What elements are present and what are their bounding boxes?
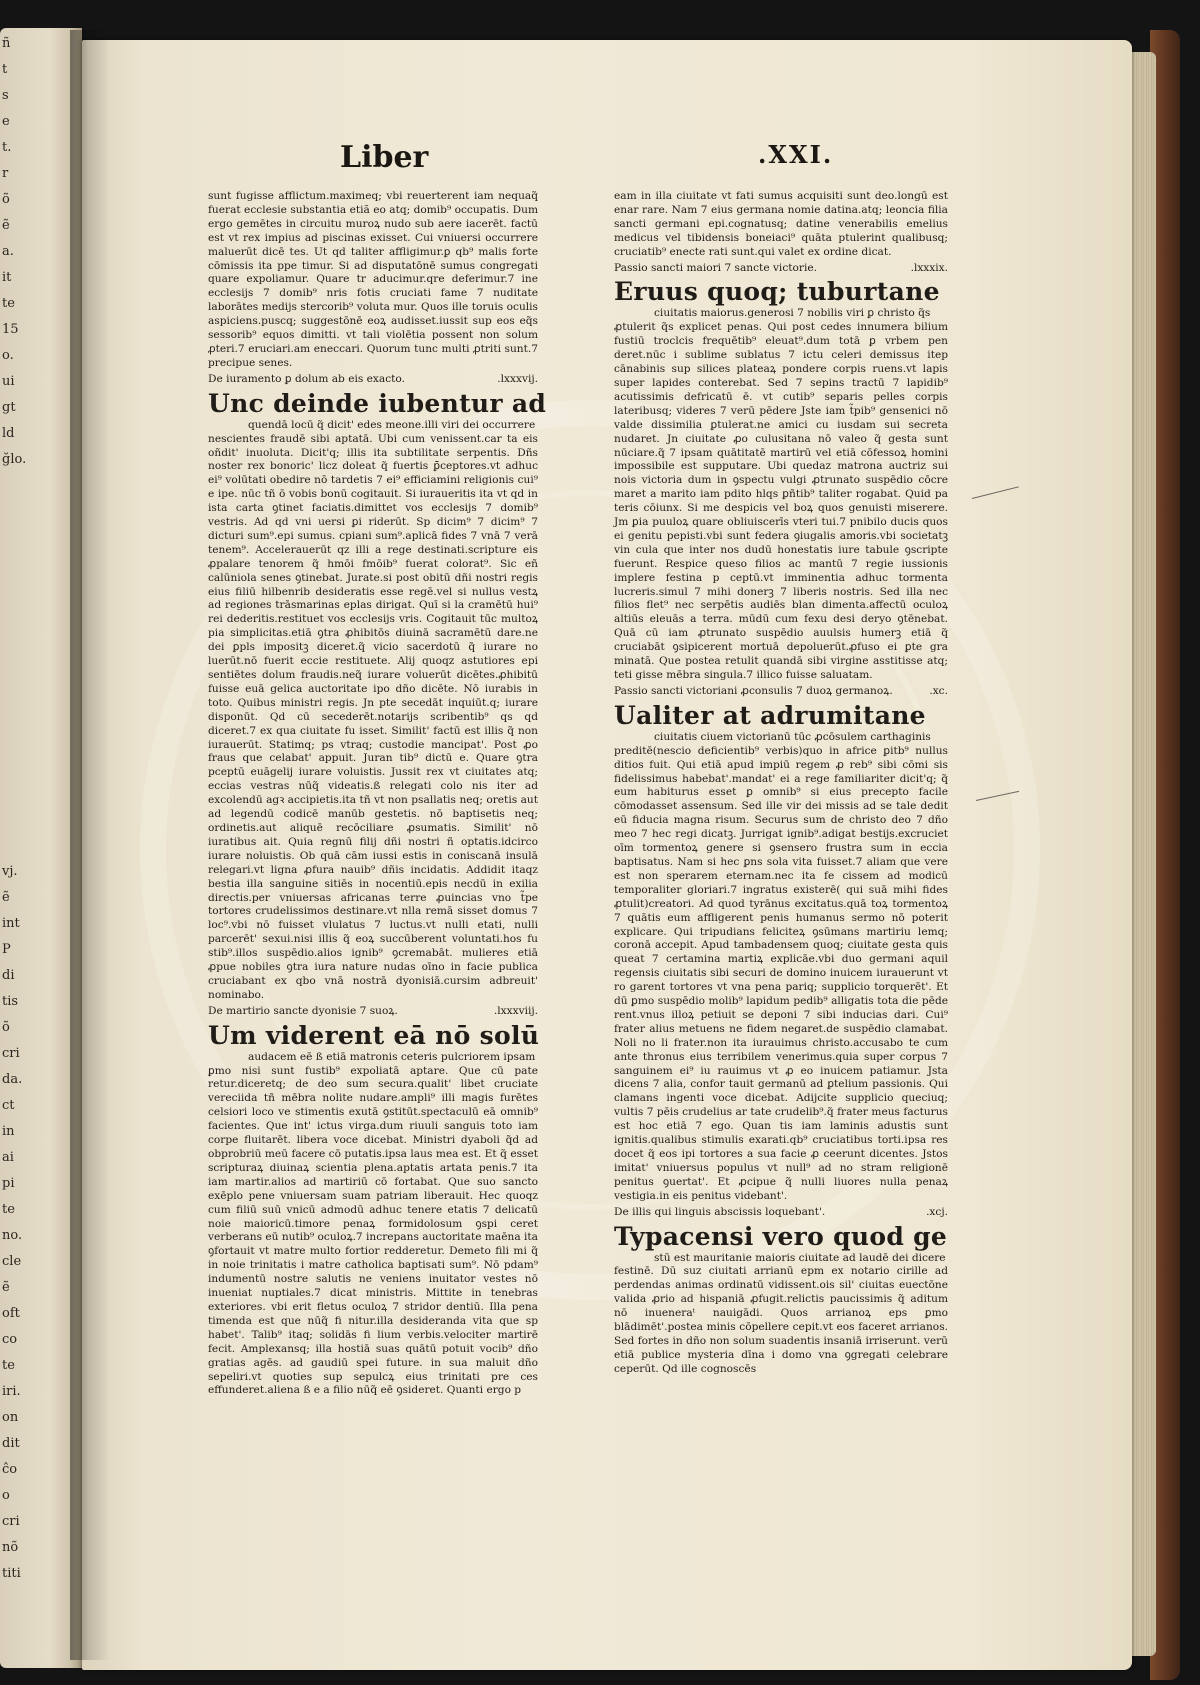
sliver-fragment: gt xyxy=(2,400,16,415)
chapter-number: .lxxxix. xyxy=(910,261,948,274)
sliver-fragment: ẽ xyxy=(2,890,10,905)
sliver-fragment: da. xyxy=(2,1072,23,1087)
chapter-heading: Unc deinde iubentur ad xyxy=(208,388,547,418)
sliver-fragment: ğlo. xyxy=(2,452,27,467)
sliver-fragment: P xyxy=(2,942,11,957)
chapter-number: .xc. xyxy=(929,684,948,697)
paragraph: eam in illa ciuitate vt fati sumus acquisiti sunt deo.longū est enar rare. Nam 7 eius germana nomie datina.atq; leoncia filia sancti germani epi.cognatusq; datine venerabilis emelius medicus vel tibidensis boneiaci⁹ quāta ptulerint qualibusq; cruciatib⁹ enecte rati sunt.qui valet ex ordine dicat. xyxy=(614,190,948,258)
sliver-fragment: ẽ xyxy=(2,218,10,233)
rubric-text: De martirio sancte dyonisie 7 suoꝝ. xyxy=(208,1004,398,1017)
sliver-fragment: o. xyxy=(2,348,14,363)
paragraph: festinē. Dū suz ciuitati arrianū epm ex notario cirille ad perdendas animas ordinatū vidissent.ois sil' ciuitas euectōne valida ꝓrio ad hispaniā ꝓfugit.relictis paucissimis q̃ aditum nō inueneraᵗ nauigādi. Quos arrianoꝝ eps ꝑmo blādimēt'.postea minis cōpellere cepit.vt eos faceret arrianos. Sed fortes in dño non solum suadentis insaniā irriserunt. verū etiā publice mysteria dīna i domo vna ꝯgregati celebrare ceperūt. Qd ille cognoscēs xyxy=(614,1265,948,1375)
sliver-fragment: ĉo xyxy=(2,1462,18,1477)
gutter-shadow xyxy=(70,30,110,1660)
sliver-fragment: ui xyxy=(2,374,15,389)
rubric-text: De illis qui linguis abscissis loquebant'. xyxy=(614,1205,826,1218)
sliver-fragment: õ xyxy=(2,1020,10,1035)
paragraph: ꝑmo nisi sunt fustib⁹ expoliatā aptare. Que cū pate retur.diceretq; de deo sum secura.qualit' libet cruciate vereciida tñ mēbra nolite nudare.ampli⁹ illi magis furētes celsiori loco ve stimentis exutā ꝯstitūt.spectaculū eā omnib⁹ facientes. Que int' ictus virga.dum riuuli sanguis toto iam corpe fluitarēt. libera voce dicebat. Ministri dyaboli q̃d ad obprobriū meū facere cō putatis.ipsa laus mea est. Et q̃ esset scripturaꝝ diuinaꝝ scientia plena.aptatis artata penis.7 ita iam martir.alios ad martiriū cō fortabat. Que suo sancto exēplo pene vniuersam suam patriam liberauit. Hec quoqz cum filiū suū vnicū admodū adhuc tenere etatis 7 delicatū noie maioricū.timore penaꝝ formidolosum ꝯspi ceret verberans eū nutib⁹ oculoꝝ.7 increpans auctoritate maēna ita ꝯfortauit vt matre multo fortior redderetur. Demeto fili mi q̃ in noie trinitatis i matre catholica baptisati sum⁹. Nō pdam⁹ indumentū nostre salutis ne veniens inuitator vestes nō inueniat nuptiales.7 dicat ministris. Mittite in tenebras exteriores. vbi erit fletus oculoꝝ 7 stridor dentiū. Illa pena timenda est que nūq̃ fi nitur.illa desideranda vita que sp habet'. Talib⁹ itaq; solidās fi lium verbis.velociter martirē fecit. Amplexansq; illa hostiā suas quātū potuit vocib⁹ dño gratias agēs. ad gaudiū spei future. in sua maluit dño sepeliri.vt quoties sup sepulcꝝ eius trinitati pre ces effunderet.aliena ß e a filio nūq̃ eē ꝯsideret. Quanti ergo p xyxy=(208,1064,538,1397)
paragraph: preditē(nescio deficientib⁹ verbis)quo in africe ꝑitb⁹ nullus ditios fuit. Qui etiā apud impiū regem ꝓ reb⁹ sibi cōmi sis fidelissimus habebat'.mandat' ei a rege familiariter dicit'q; q̃ eum habiturus esset ꝑ omnib⁹ si eius precepto facile cōmodasset assensum. Sed ille vir dei missis ad se tale dedit eū fiducia magna risum. Securus sum de christo deo 7 dño meo 7 hec regi dicatꝫ. Jurrigat ignib⁹.adigat bestijs.excruciet oīm tormentoꝝ genere si ꝯsensero frustra sum in eccia baptisatus. Nam si hec ꝑns sola vita fuisset.7 aliam que vere est non sperarem eternam.nec ita fe cissem ad modicū temporaliter gloriari.7 ingratus existerē( qui suā mihi fides ꝓtulit)creatori. Ad quod tyrānus excitatus.quā toꝝ tormentoꝝ 7 quātis eum affligerent penis humanus sermo nō poterit explicare. Qui tripudians feliciteꝝ ꝯsūmans martiriu lemq; coronā accepit. Apud tambadensem quoq; ciuitate gesta quis queat 7 certamina martiꝝ explicāe.vbi duo germani aquil regensis ciuitatis sibi securi de domino inuicem iurauerunt vt ro garent tortores vt vna pena pariq; supplicio torquerēt'. Et dū ꝑmo suspēdio molib⁹ lapidum pedib⁹ alligatis tota die pēde rent.vnus illoꝝ petiuit se deponi 7 sibi inducias dari. Cui⁹ frater alius metuens ne fidem negaret.de suspēdio clamabat. Noli no li frater.non ita iurauimus christo.accusabo te cum ante thronus eius terribilem venerimus.quia super corpus 7 sanguinem ei⁹ iu rauimus vt ꝓ eo inuicem patiamur. Jsta dicens 7 alia, confor tauit germanū ad ꝑtelium passionis. Qui clamans ingenti voce dicebat. Adijcite supplicio queciuq; vultis 7 pēis crudelius ar tate crudelib⁹.q̃ frater meus facturus est hoc etiā 7 ego. Quan tis iam laminis adustis sunt ignitis.qualibus stimulis exarati.qb⁹ cruciatibus torti.ipsa res docet q̃ eos ipi tortores a sua facie ꝓ ceerunt dicentes. Jstos imitat' vniuersus populus vt null⁹ ad no stram religionē penitus ꝯuertat'. Et ꝓcipue q̃ nulli liuores nulla penaꝝ vestigia.in eis penitus videbant'. xyxy=(614,744,948,1202)
chapter-heading: Typacensi vero quod ge xyxy=(614,1221,948,1251)
sliver-fragment: pi xyxy=(2,1176,15,1191)
sliver-fragment: cri xyxy=(2,1514,20,1529)
sliver-fragment: vj. xyxy=(2,864,18,879)
sliver-fragment: in xyxy=(2,1124,15,1139)
sliver-fragment: oft xyxy=(2,1306,20,1321)
sliver-fragment: a. xyxy=(2,244,14,259)
chapter-heading: Ualiter at adrumitane xyxy=(614,700,926,730)
chapter-number: .lxxxviij. xyxy=(493,1004,538,1017)
sliver-fragment: on xyxy=(2,1410,19,1425)
heading-subline: ciuitatis maiorus.generosi 7 nobilis viri ꝑ christo q̃s xyxy=(654,307,931,320)
heading-subline: ciuitatis ciuem victorianū tūc ꝓcōsulem carthaginis xyxy=(654,730,931,743)
paragraph: ꝓtulerit q̃s explicet penas. Qui post cedes innumera bilium fustiū troclcis frequētib⁹ eleuat⁹.dum totā ꝑ vrbem pen deret.nūc i sublime sublatus 7 ictu celeri demissus itep cānabinis sup silices plateaꝝ pondere corpis ruens.vt lapis super lapides conterebat. Sed 7 sepins tractū 7 lapidib⁹ acutissimis defricatū ē. vt cutib⁹ separis pelles corpis lateribusq; videres 7 verū pēdere Jste iam t̃pib⁹ gensenici nō valde dissimilia ꝑtulerat.ne amici cu iusdam sui secreta nudaret. Jn ciuitate ꝓo culusitana nō valeo q̃ gesta sunt nūciare.q̃ 7 ipsam quātitatē martirū vel etiā cōfessoꝝ homini impossibile est supputare. Ubi quedaz matrona auctriz sui nois victoria dum in ꝯspectu vulgi ꝓtrunato suspēdio cōcre maret a marito iam pdito hlqs ꝑñtib⁹ taliter rogabat. Quid pa teris cōiunx. Si me despicis vel boꝝ quos genuisti miserere. Jm ꝑia puuloꝝ quare obliuiscerīs vteri tui.7 pnibilo ducis quos ei genitu pepisti.vbi sunt federa ꝯiugalis amoris.vbi societatꝫ vin cula que inter nos dudū honestatis iure tabule ꝯscripte fuerunt. Respice queso filios ac mantū 7 regie iussionis implere festina p ceptū.vt imminentia adhuc tormenta lucreris.simul 7 mihi donerꝫ 7 liberis nostris. Sed illa nec filios flet⁹ nec serpētis audiēs blan dimenta.affectū oculoꝝ altiūs eleuās a terra. mūdū cum fexu desi deryo ꝯtēnebat. Quā cū iam ꝓtrunato suspēdio auulsis humerꝫ etiā q̃ cruciabāt ꝯsipicerent mortuā depoluerūt.ꝓfuso ei ꝑte gra minatā. Que postea retulit quandā sibi virgine asstitisse atq; teti gisse mēbra singula.7 illico fuisse saluatam. xyxy=(614,321,948,681)
rubric xyxy=(208,373,538,387)
sliver-fragment: int xyxy=(2,916,20,931)
chapter-heading: Um viderent eā nō solū xyxy=(208,1020,540,1050)
sliver-fragment: cle xyxy=(2,1254,22,1269)
sliver-fragment: tis xyxy=(2,994,19,1009)
sliver-fragment: co xyxy=(2,1332,18,1347)
sliver-fragment: cri xyxy=(2,1046,20,1061)
rubric xyxy=(208,1005,538,1019)
sliver-fragment: it xyxy=(2,270,12,285)
sliver-fragment: ñ xyxy=(2,36,11,51)
sliver-fragment: titi xyxy=(2,1566,21,1581)
sliver-fragment: 15 xyxy=(2,322,19,337)
sliver-fragment: di xyxy=(2,968,15,983)
sliver-fragment: no. xyxy=(2,1228,23,1243)
rubric xyxy=(614,1206,948,1220)
sliver-fragment: t xyxy=(2,62,8,77)
running-head-right: .XXI. xyxy=(758,140,834,169)
sliver-fragment: ẽ xyxy=(2,1280,10,1295)
sliver-fragment: ct xyxy=(2,1098,15,1113)
chapter-number: .xcj. xyxy=(926,1205,948,1218)
chapter-heading: Eruus quoq; tuburtane xyxy=(614,277,940,307)
heading-subline: audacem eē ß etiā matronis ceteris pulcriorem ipsam xyxy=(248,1050,536,1063)
chapter-number: .lxxxvij. xyxy=(497,372,538,385)
rubric xyxy=(614,262,948,276)
paragraph: nescientes fraudē sibi aptatā. Ubi cum venissent.car ta eis oñdit' inuoluta. Dicit'q; illis ita subtilitate serpentis. Dñs noster rex bonoric' licz doleat q̃ fuertis ꝑ̄ceptores.vt adhuc ei⁹ volūtati obedire nō tardetis 7 ei⁹ efficiamini religionis cui⁹ e ipe. nūc tñ ō vobis bonū cogitauit. Si iuraueritis ita vt qd in ista carta ꝯtinet faciatis.dimittet vos ecclesijs 7 domib⁹ vestris. Ad qd vni uersi ꝑi riderūt. Sp dicim⁹ 7 dicim⁹ 7 dicturi sum⁹.epi sumus. cpiani sum⁹.aplicā fides 7 vnā 7 verā tenem⁹. Accelerauerūt qz illi a rege destinati.scripture eis ꝓpalare tenorem q̃ hmōi fmōib⁹ fuerat colorat⁹. Sic eñ calūniola senes ꝯtinebat. Jurate.si post obitū dñi nostri regis eius filiū hilbenrib desideratis esse regē.vel si nullus vestꝝ ad regiones trāsmarinas eplas dirigat. Quī si la cramētū hui⁹ rei dederitis.restituet vos ecclesijs vris. Cogitauit tūc multoꝝ pia simplicitas.etiā ꝯtra ꝓhibitōs diuinā sacramētū dare.ne dei ꝑpls impositꝫ diceret.q̃ vicio sacerdotū q̃ iurare no luerūt.nō fuerit eccie restituete. Alij quoqz astutiores epi sentiētes dolum fraudis.neq̃ iurare voluerūt dicētes.ꝓhibitū fuisse euā gelica auctoritate ipo dño dicēte. Nō iurabis in toto. Quibus ministri regis. Jn pte secedāt inquiūt.q; iurare disponūt. Qd cū secederēt.notarijs scribentib⁹ qs qd diceret.7 ex qua ciuitate fu isset. Similit' factū est illis q̃ non iurauerūt. Statimq; ps vtraq; custodie mancipat'. Post ꝓo fraus que celabat' appuit. Juran tib⁹ dictū e. Quare ꝯtra pceptū euāgelij iurare voluistis. Jussit rex vt ciuitates atq; eccias vestras nūq̃ videatis.ß relegati colo nis iter ad excolendū agꝛ accipietis.ita tñ vt non psallatis neq; oretis aut ad legendū codicē manūb gestetis. nō baptisetis neq; ordinetis.aut aliquē recōciliare ꝓsumatis. Similit' nō iuratibus ait. Quia regnū filij dñi nostri ñ optatis.idcirco iurare noluistis. Ob quā cām iussi estis in coniscanā insulā relegari.vt ligna ꝓfura nauib⁹ dñis incidatis. Addidit itaqz bestia illa sanguine sitiēs in nocentiū.epis necdū in exilia directis.per vniuersas africanas terre ꝓuincias vno t̃pe tortores crudelissimos destinare.vt nlla remā sisset domus 7 loc⁹.vbi nō fuisset vlulatus 7 luctus.vt nulli etati, nulli parcerēt' sexui.nisi illis q̃ eoꝝ succūberent voluntati.hos fu stib⁹.illos suspēdio.alios ignib⁹ ꝯcremabāt. mulieres etiā ꝓpue nobiles ꝯtra iura nature nudas oīno in facie publica cruciabant ex qbo vnā nostrā dyonisiā.cursim adbreuit' nominabo. xyxy=(208,432,538,1001)
sliver-fragment: nõ xyxy=(2,1540,19,1555)
sliver-fragment: õ xyxy=(2,192,10,207)
paragraph: sunt fugisse afflictum.maximeq; vbi reuerterent iam nequaq̃ fuerat ecclesie substantia etiã eo atq; domib⁹ occupatis. Dum ergo gemētes in circuitu muroꝝ nudo sub aere iacerēt. factū est vt rex impius ad piscinas exisset. Cui vniuersi occurrere maluerūt dicē tes. Ut qd taliter affligimur.ꝑ qb⁹ malis forte cōmissis ita ppe timur. Si ad disputatōnē sumus congregati quare expoliamur. Quare tr aducimur.qre deferimur.7 ine ecclesijs 7 domib⁹ nris fotis cruciati fame 7 nuditate laborātes medijs stercorib⁹ voluta mur. Quos ille toruis oculis aspiciens.puscq; suggestōnē eoꝝ audisset.iussit sup eos eq̃s sessorib⁹ equos dimitti. vt tali violētia possent non solum ꝓteri.7 eruciari.am eneccari. Quorum tunc multi ꝓtriti sunt.7 precipue senes. xyxy=(208,190,538,369)
sliver-fragment: te xyxy=(2,296,15,311)
sliver-fragment: o xyxy=(2,1488,10,1503)
sliver-fragment: s xyxy=(2,88,9,103)
rubric-text: Passio sancti maiori 7 sancte victorie. xyxy=(614,261,817,274)
sliver-fragment: r xyxy=(2,166,9,181)
rubric xyxy=(614,685,948,699)
rubric-text: Passio sancti victoriani ꝓconsulis 7 duoꝝ germanoꝝ. xyxy=(614,684,893,697)
sliver-fragment: ld xyxy=(2,426,15,441)
sliver-fragment: te xyxy=(2,1202,15,1217)
sliver-fragment: te xyxy=(2,1358,15,1373)
sliver-fragment: t. xyxy=(2,140,12,155)
sliver-fragment: ai xyxy=(2,1150,14,1165)
sliver-fragment: e xyxy=(2,114,10,129)
text-column-left xyxy=(208,190,547,1398)
text-column-right xyxy=(614,190,948,1377)
running-head-left: Liber xyxy=(340,140,429,175)
sliver-fragment: dit xyxy=(2,1436,20,1451)
rubric-text: De iuramento ꝑ dolum ab eis exacto. xyxy=(208,372,405,385)
heading-subline: quendā locū q̃ dicit' edes meone.illi viri dei occurrere xyxy=(248,418,536,431)
sliver-fragment: iri. xyxy=(2,1384,21,1399)
heading-subline: stū est mauritanie maioris ciuitate ad laudē dei dicere xyxy=(654,1251,946,1264)
